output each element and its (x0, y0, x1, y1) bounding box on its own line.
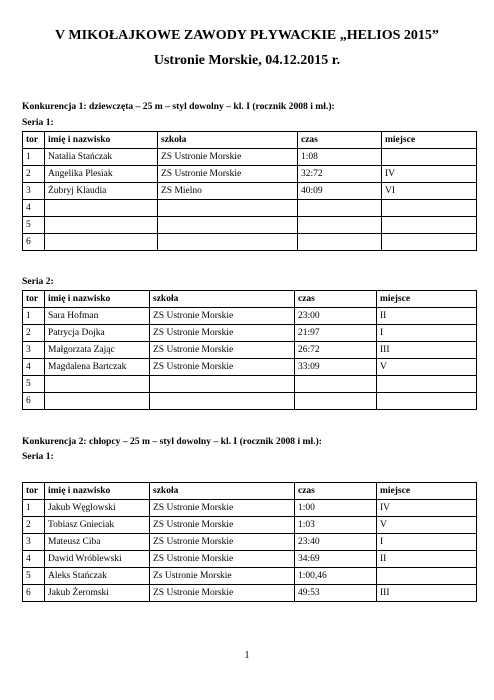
cell-name (45, 217, 158, 234)
cell-time: 49:53 (295, 585, 377, 602)
cell-name: Aleks Stańczak (45, 568, 150, 585)
cell-lane: 4 (23, 200, 45, 217)
cell-place: IV (377, 500, 477, 517)
cell-lane: 6 (23, 234, 45, 251)
table-row (23, 585, 477, 602)
cell-school: ZS Ustronie Morskie (158, 149, 298, 166)
header-name: imię i nazwisko (45, 483, 150, 500)
document-title: V MIKOŁAJKOWE ZAWODY PŁYWACKIE „HELIOS 2015” (55, 28, 439, 43)
cell-name: Jakub Żeromski (45, 585, 150, 602)
series-3-label: Seria 1: (22, 451, 54, 462)
cell-name (45, 200, 158, 217)
table-row (23, 200, 477, 217)
table-row (23, 308, 477, 325)
table-row (23, 534, 477, 551)
header-place: miejsce (377, 483, 477, 500)
table-row (23, 183, 477, 200)
cell-school: ZS Ustronie Morskie (150, 359, 295, 376)
cell-school (158, 234, 298, 251)
cell-time: 23:40 (295, 534, 377, 551)
cell-name: Angelika Plesiak (45, 166, 158, 183)
cell-place: III (377, 585, 477, 602)
header-name: imię i nazwisko (45, 132, 158, 149)
cell-name: Sara Hofman (45, 308, 150, 325)
cell-time: 40:09 (298, 183, 382, 200)
cell-name: Patrycja Dojka (45, 325, 150, 342)
header-name: imię i nazwisko (45, 291, 150, 308)
cell-name: Mateusz Ciba (45, 534, 150, 551)
cell-place: V (377, 517, 477, 534)
cell-lane: 5 (23, 217, 45, 234)
header-school: szkoła (150, 291, 295, 308)
table-row (23, 376, 477, 393)
table-row (23, 393, 477, 410)
cell-lane: 2 (23, 166, 45, 183)
header-time: czas (298, 132, 382, 149)
table-header-row (23, 483, 477, 500)
competition-2-heading: Konkurencja 2: chłopcy – 25 m – styl dowolny – kl. I (rocznik 2008 i mł.): (22, 436, 322, 447)
header-place: miejsce (382, 132, 477, 149)
results-table-1 (22, 131, 477, 251)
competition-1-heading: Konkurencja 1: dziewczęta – 25 m – styl dowolny – kl. I (rocznik 2008 i mł.): (22, 101, 335, 112)
cell-school: ZS Ustronie Morskie (150, 551, 295, 568)
cell-time (295, 376, 377, 393)
table-row (23, 342, 477, 359)
cell-time (295, 393, 377, 410)
cell-time: 32:72 (298, 166, 382, 183)
table-header-row (23, 132, 477, 149)
cell-place: III (377, 342, 477, 359)
cell-school: ZS Ustronie Morskie (158, 166, 298, 183)
cell-place (377, 376, 477, 393)
cell-lane: 2 (23, 517, 45, 534)
cell-school: ZS Ustronie Morskie (150, 534, 295, 551)
table-row (23, 166, 477, 183)
cell-lane: 1 (23, 500, 45, 517)
cell-lane: 3 (23, 534, 45, 551)
cell-name (45, 376, 150, 393)
cell-place (382, 234, 477, 251)
cell-time: 1:03 (295, 517, 377, 534)
cell-name: Jakub Węglowski (45, 500, 150, 517)
cell-school (158, 217, 298, 234)
cell-name (45, 393, 150, 410)
cell-school: ZS Ustronie Morskie (150, 517, 295, 534)
cell-place (382, 149, 477, 166)
header-lane: tor (23, 291, 45, 308)
table-row (23, 359, 477, 376)
cell-time: 23:00 (295, 308, 377, 325)
cell-school: ZS Ustronie Morskie (150, 500, 295, 517)
cell-name: Natalia Stańczak (45, 149, 158, 166)
table-row (23, 568, 477, 585)
results-table-3 (22, 482, 477, 602)
cell-name: Tobiasz Gnieciak (45, 517, 150, 534)
cell-time (298, 200, 382, 217)
cell-lane: 6 (23, 393, 45, 410)
results-table-2 (22, 290, 477, 410)
cell-time: 21:97 (295, 325, 377, 342)
cell-name: Magdalena Bartczak (45, 359, 150, 376)
header-time: czas (295, 291, 377, 308)
series-2-label: Seria 2: (22, 276, 54, 287)
cell-place (382, 217, 477, 234)
cell-lane: 1 (23, 308, 45, 325)
cell-time: 1:00 (295, 500, 377, 517)
cell-school (158, 200, 298, 217)
cell-place (382, 200, 477, 217)
cell-lane: 5 (23, 568, 45, 585)
cell-time (298, 217, 382, 234)
cell-school: Zs Ustronie Morskie (150, 568, 295, 585)
cell-name: Żubryj Klaudia (45, 183, 158, 200)
header-school: szkoła (150, 483, 295, 500)
cell-place (377, 393, 477, 410)
cell-time (298, 234, 382, 251)
cell-time: 1:08 (298, 149, 382, 166)
cell-place: IV (382, 166, 477, 183)
cell-name: Dawid Wróblewski (45, 551, 150, 568)
cell-place: V (377, 359, 477, 376)
cell-time: 26:72 (295, 342, 377, 359)
table-header-row (23, 291, 477, 308)
cell-name: Małgorzata Zając (45, 342, 150, 359)
header-time: czas (295, 483, 377, 500)
cell-school: ZS Ustronie Morskie (150, 342, 295, 359)
cell-place: VI (382, 183, 477, 200)
cell-lane: 6 (23, 585, 45, 602)
series-1-label: Seria 1: (22, 117, 54, 128)
page-number: 1 (244, 650, 250, 661)
cell-lane: 4 (23, 359, 45, 376)
cell-lane: 3 (23, 342, 45, 359)
table-row (23, 234, 477, 251)
cell-lane: 3 (23, 183, 45, 200)
table-row (23, 517, 477, 534)
cell-time: 1:00,46 (295, 568, 377, 585)
cell-place: II (377, 551, 477, 568)
cell-school: ZS Ustronie Morskie (150, 585, 295, 602)
table-row (23, 551, 477, 568)
table-row (23, 217, 477, 234)
cell-place: I (377, 325, 477, 342)
cell-lane: 2 (23, 325, 45, 342)
cell-school: ZS Ustronie Morskie (150, 325, 295, 342)
header-place: miejsce (377, 291, 477, 308)
cell-lane: 1 (23, 149, 45, 166)
header-lane: tor (23, 483, 45, 500)
header-lane: tor (23, 132, 45, 149)
table-row (23, 149, 477, 166)
cell-time: 33:09 (295, 359, 377, 376)
table-row (23, 325, 477, 342)
cell-school: ZS Ustronie Morskie (150, 308, 295, 325)
cell-lane: 4 (23, 551, 45, 568)
table-row (23, 500, 477, 517)
document-subtitle: Ustronie Morskie, 04.12.2015 r. (153, 53, 341, 68)
cell-school (150, 376, 295, 393)
header-school: szkoła (158, 132, 298, 149)
cell-place (377, 568, 477, 585)
cell-time: 34:69 (295, 551, 377, 568)
cell-place: I (377, 534, 477, 551)
cell-name (45, 234, 158, 251)
cell-lane: 5 (23, 376, 45, 393)
cell-place: II (377, 308, 477, 325)
cell-school (150, 393, 295, 410)
cell-school: ZS Mielno (158, 183, 298, 200)
